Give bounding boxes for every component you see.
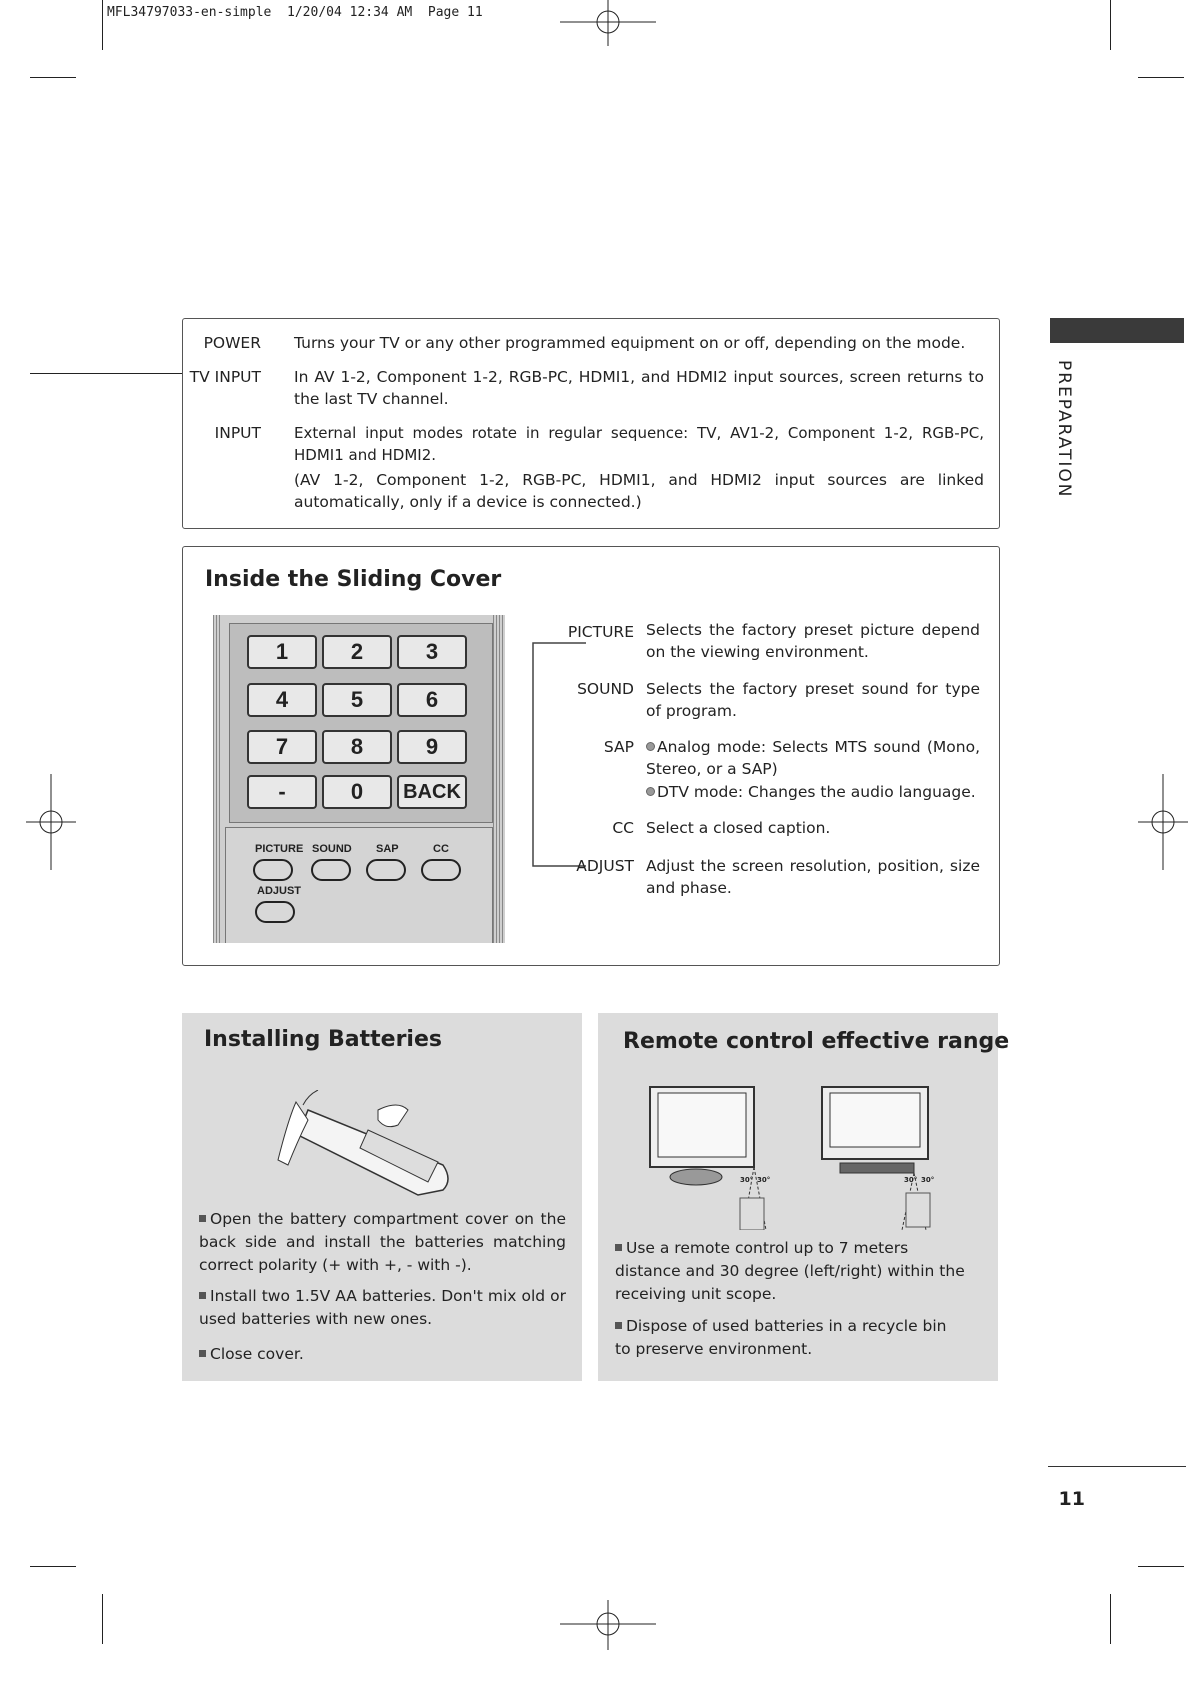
cc-button <box>421 859 461 881</box>
crop-mark <box>1138 77 1184 78</box>
crop-mark <box>30 373 182 374</box>
key-desc-tv-input: In AV 1-2, Component 1-2, RGB-PC, HDMI1, and HDMI2 input sources, screen returns to the last TV channel. <box>294 368 984 408</box>
fn-desc-sound: Selects the factory preset sound for type of program. <box>646 680 980 720</box>
registration-mark-icon <box>560 1600 656 1650</box>
crop-mark <box>1138 1566 1184 1567</box>
sliding-cover-title: Inside the Sliding Cover <box>205 567 502 592</box>
range-bullet-2: Dispose of used batteries in a recycle bin to preserve environment. <box>615 1317 947 1358</box>
page-number: 11 <box>1058 1488 1085 1510</box>
battery-bullet-1: Open the battery compartment cover on the back side and install the batteries matching correct polarity (+ with +, - with -). <box>199 1210 566 1274</box>
key-5: 5 <box>322 683 392 717</box>
bullet-square-icon <box>199 1292 206 1299</box>
callout-bracket <box>530 630 586 880</box>
key-label-input: INPUT <box>214 424 261 442</box>
fn-key-sap: SAP <box>603 738 634 756</box>
page-number-rule <box>1048 1466 1186 1467</box>
sound-button <box>311 859 351 881</box>
range-title: Remote control effective range <box>623 1029 1010 1054</box>
crop-mark <box>1110 1594 1111 1644</box>
key-7: 7 <box>247 730 317 764</box>
bullet-square-icon <box>615 1322 622 1329</box>
tv-range-illustration-right <box>820 1085 940 1230</box>
adjust-button <box>255 901 295 923</box>
key-desc-input-note: (AV 1-2, Component 1-2, RGB-PC, HDMI1, and HDMI2 input sources are linked automatically, only if a device is connected.) <box>294 471 984 511</box>
fn-label-sap: SAP <box>376 843 399 855</box>
fn-label-adjust: ADJUST <box>257 885 302 897</box>
fn-key-adjust: ADJUST <box>576 857 634 875</box>
key-6: 6 <box>397 683 467 717</box>
crop-mark <box>30 77 76 78</box>
fn-label-picture: PICTURE <box>255 843 304 855</box>
key-dash: - <box>247 775 317 809</box>
print-slug: MFL34797033-en-simple 1/20/04 12:34 AM Page 11 <box>107 5 483 20</box>
fn-label-cc: CC <box>433 843 449 855</box>
key-0: 0 <box>322 775 392 809</box>
tv-range-illustration-left <box>648 1085 771 1230</box>
fn-desc-sap-dtv: DTV mode: Changes the audio language. <box>646 781 980 803</box>
range-angle-left-a: 30° <box>740 1176 754 1184</box>
key-desc-input: External input modes rotate in regular sequence: TV, AV1-2, Component 1-2, RGB-PC, HDMI1 and HDMI2. <box>294 424 984 464</box>
bullet-dot-icon <box>646 742 655 751</box>
crop-mark <box>1110 0 1111 50</box>
registration-mark-icon <box>1138 774 1188 870</box>
range-angle-right-b: 30° <box>921 1176 935 1184</box>
key-back: BACK <box>397 775 467 809</box>
bullet-square-icon <box>199 1215 206 1222</box>
range-bullet-1: Use a remote control up to 7 meters distance and 30 degree (left/right) within the receiving unit scope. <box>615 1239 965 1303</box>
registration-mark-icon <box>26 774 76 870</box>
fn-desc-adjust: Adjust the screen resolution, position, size and phase. <box>646 857 980 897</box>
bullet-square-icon <box>615 1244 622 1251</box>
crop-mark <box>102 1594 103 1644</box>
remote-keypad-illustration <box>213 615 505 943</box>
fn-label-sound: SOUND <box>312 843 352 855</box>
fn-desc-sap: Analog mode: Selects MTS sound (Mono, Stereo, or a SAP) <box>646 738 980 778</box>
registration-mark-icon <box>560 0 656 46</box>
sap-button <box>366 859 406 881</box>
key-label-power: POWER <box>203 334 261 352</box>
fn-key-sound: SOUND <box>577 680 634 698</box>
fn-desc-picture: Selects the factory preset picture depend on the viewing environment. <box>646 621 980 661</box>
batteries-title: Installing Batteries <box>204 1027 442 1052</box>
key-3: 3 <box>397 635 467 669</box>
key-8: 8 <box>322 730 392 764</box>
section-tab-bar <box>1050 318 1184 343</box>
bullet-dot-icon <box>646 787 655 796</box>
crop-mark <box>30 1566 76 1567</box>
crop-mark <box>102 0 103 50</box>
key-2: 2 <box>322 635 392 669</box>
top-key-panel <box>182 318 1000 529</box>
fn-key-picture: PICTURE <box>567 623 634 641</box>
bullet-square-icon <box>199 1350 206 1357</box>
battery-install-illustration <box>268 1090 458 1200</box>
battery-bullet-2: Install two 1.5V AA batteries. Don't mix old or used batteries with new ones. <box>199 1287 566 1328</box>
key-desc-power: Turns your TV or any other programmed equipment on or off, depending on the mode. <box>294 334 966 352</box>
key-1: 1 <box>247 635 317 669</box>
range-angle-left-b: 30° <box>757 1176 771 1184</box>
key-4: 4 <box>247 683 317 717</box>
section-tab-label: PREPARATION <box>1054 360 1074 499</box>
range-angle-right-a: 30° <box>904 1176 918 1184</box>
key-label-tv-input: TV INPUT <box>189 368 261 386</box>
key-9: 9 <box>397 730 467 764</box>
battery-bullet-3: Close cover. <box>199 1343 566 1366</box>
fn-desc-cc: Select a closed caption. <box>646 819 831 837</box>
fn-key-cc: CC <box>612 819 634 837</box>
picture-button <box>253 859 293 881</box>
